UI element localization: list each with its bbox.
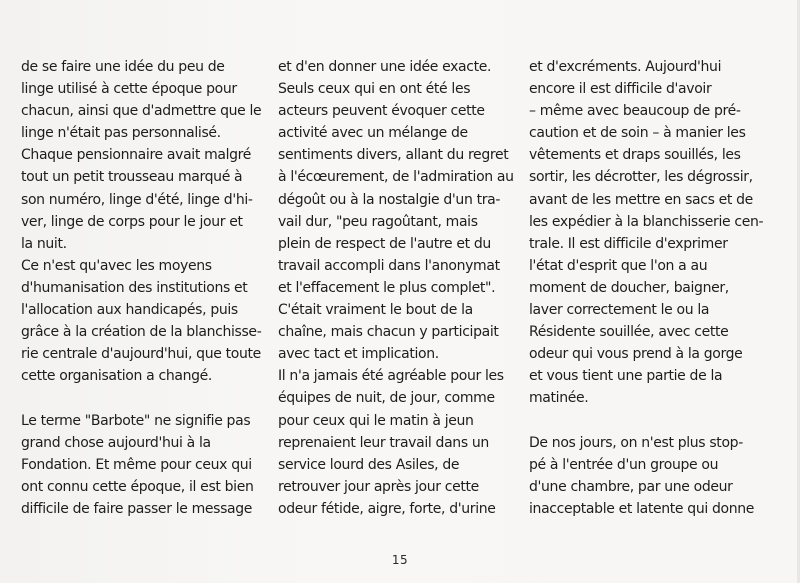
text-line: chacun, ainsi que d'admettre que le (21, 103, 262, 120)
text-line: tout un petit trousseau marqué à (21, 169, 243, 186)
text-line: linge utilisé à cette époque pour (21, 81, 237, 98)
text-line: d'une chambre, par une odeur (529, 478, 733, 495)
text-line: laver correctement le ou la (529, 302, 710, 319)
text-line: activité avec un mélange de (278, 125, 468, 142)
text-line: ver, linge de corps pour le jour et (21, 213, 243, 230)
text-column-middle (278, 56, 514, 520)
text-line: à l'écœurement, de l'admiration au (278, 169, 514, 186)
text-line: équipes de nuit, de jour, comme (278, 390, 495, 407)
text-line: et vous tient une partie de la (529, 368, 723, 385)
text-line: ont connu cette époque, il est bien (21, 478, 254, 495)
text-line: acteurs peuvent évoquer cette (278, 103, 485, 120)
text-line: – même avec beaucoup de pré- (529, 103, 741, 120)
text-line: odeur qui vous prend à la gorge (529, 346, 743, 363)
text-line: pour ceux qui le matin à jeun (278, 412, 474, 429)
text-line: Résidente souillée, avec cette (529, 324, 729, 341)
text-line: sentiments divers, allant du regret (278, 147, 509, 164)
text-line: l'allocation aux handicapés, puis (21, 302, 238, 319)
text-line: Seuls ceux qui en ont été les (278, 81, 471, 98)
text-line: moment de doucher, baigner, (529, 279, 729, 296)
text-line: d'humanisation des institutions et (21, 279, 248, 296)
text-line: trale. Il est difficile d'exprimer (529, 235, 728, 252)
text-line: Il n'a jamais été agréable pour les (278, 368, 504, 385)
paragraph-gap (21, 387, 261, 409)
text-line: reprenaient leur travail dans un (278, 434, 489, 451)
text-line: et d'excréments. Aujourd'hui (529, 59, 722, 75)
text-line: son numéro, linge d'été, linge d'hi- (21, 191, 253, 208)
text-line: encore il est difficile d'avoir (529, 81, 712, 98)
text-line: inacceptable et latente qui donne (529, 500, 755, 517)
text-line: plein de respect de l'autre et du (278, 235, 491, 252)
page-number: 15 (391, 553, 409, 567)
text-line: les expédier à la blanchisserie cen- (529, 213, 764, 230)
text-line: Chaque pensionnaire avait malgré (21, 147, 252, 164)
text-line: Ce n'est qu'avec les moyens (21, 257, 212, 274)
text-line: la nuit. (21, 235, 67, 252)
text-column-left (21, 56, 261, 520)
text-line: rie centrale d'aujourd'hui, que toute (21, 346, 261, 363)
text-line: travail accompli dans l'anonymat (278, 257, 500, 274)
text-line: difficile de faire passer le message (21, 500, 253, 517)
paragraph-gap (529, 410, 763, 432)
text-line: Fondation. Et même pour ceux qui (21, 456, 252, 473)
text-line: Le terme "Barbote" ne signifie pas (21, 412, 251, 429)
text-line: grâce à la création de la blanchisse- (21, 324, 262, 341)
text-line: sortir, les décrotter, les dégrossir, (529, 169, 753, 186)
text-line: grand chose aujourd'hui à la (21, 434, 211, 451)
text-line: odeur fétide, aigre, forte, d'urine (278, 500, 496, 517)
text-column-right (529, 56, 763, 520)
text-line: avec tact et implication. (278, 346, 439, 363)
text-line: l'état d'esprit que l'on a au (529, 257, 708, 274)
text-line: cette organisation a changé. (21, 368, 212, 385)
text-line: et l'effacement le plus complet". (278, 279, 496, 296)
text-line: De nos jours, on n'est plus stop- (529, 434, 743, 451)
text-line: dégoût ou à la nostalgie d'un tra- (278, 191, 501, 208)
text-line: C'était vraiment le bout de la (278, 302, 473, 319)
text-line: avant de les mettre en sacs et de (529, 191, 753, 208)
text-line: chaîne, mais chacun y participait (278, 324, 499, 341)
text-line: et d'en donner une idée exacte. (278, 59, 492, 75)
text-line: retrouver jour après jour cette (278, 478, 479, 495)
text-line: de se faire une idée du peu de (21, 59, 225, 75)
text-line: linge n'était pas personnalisé. (21, 125, 221, 142)
text-line: vêtements et draps souillés, les (529, 147, 741, 164)
text-line: matinée. (529, 390, 589, 407)
text-line: vail dur, "peu ragoûtant, mais (278, 213, 478, 230)
text-line: caution et de soin – à manier les (529, 125, 746, 142)
text-line: service lourd des Asiles, de (278, 456, 460, 473)
text-line: pé à l'entrée d'un groupe ou (529, 456, 719, 473)
